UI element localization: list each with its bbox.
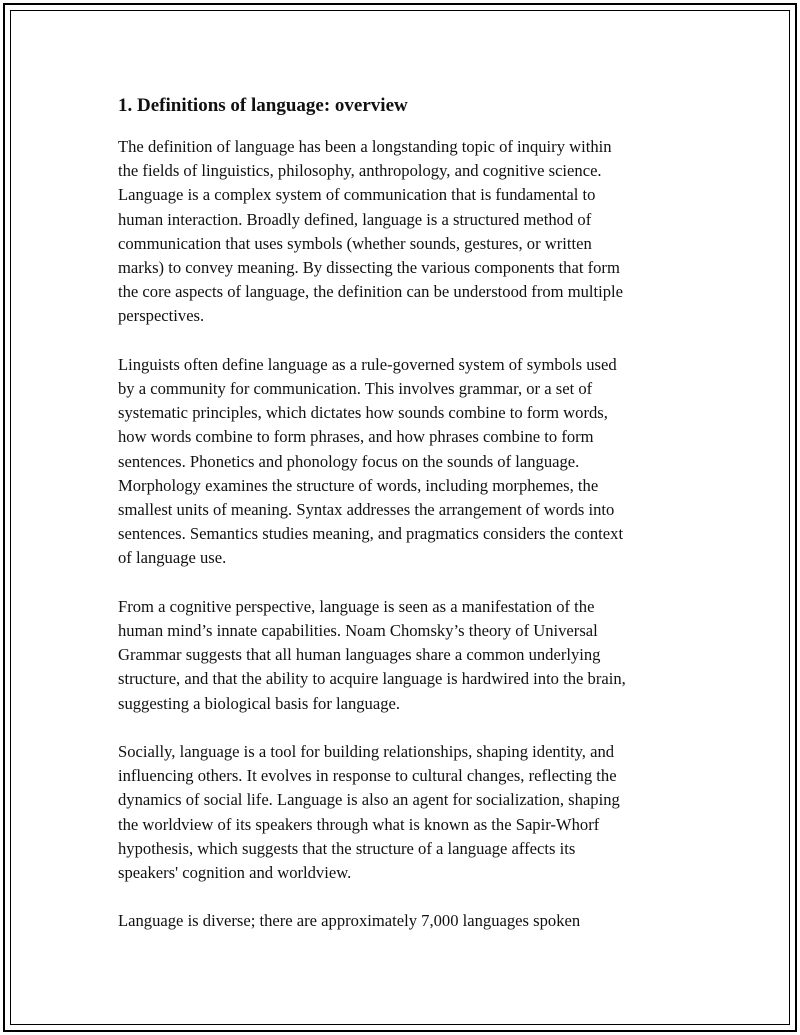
paragraph-linguistic-view: Linguists often define language as a rule-governed system of symbols used by a community for communication. This involves grammar, or a set of systematic principles, which dictates how sounds combine to form words, how words combine to form phrases, and how phrases combine to form sentences. Phonetics and phonology focus on the sounds of language. Morphology examines the structure of words, including morphemes, the smallest units of meaning. Syntax addresses the arrangement of words into sentences. Semantics studies meaning, and pragmatics considers the context of language use.	[118, 354, 624, 568]
paragraph-definition-overview: The definition of language has been a longstanding topic of inquiry within the fields of linguistics, philosophy, anthropology, and cognitive science. Language is a complex system of communication that is fundamental to human interaction. Broadly defined, language is a structured method of communication that uses symbols (whether sounds, gestures, or written marks) to convey meaning. By dissecting the various components that form the core aspects of language, the definition can be understood from multiple perspectives.	[118, 137, 624, 326]
section-heading: 1. Definitions of language: overview	[118, 95, 408, 116]
paragraph-social-view: Socially, language is a tool for building relationships, shaping identity, and influencing others. It evolves in response to cultural changes, reflecting the dynamics of social life. Language is also an agent for socialization, shaping the worldview of its speakers through what is known as the Sapir-Whorf hypothesis, which suggests that the structure of a language affects its speakers' cognition and worldview.	[118, 742, 620, 883]
paragraph-cognitive-view: From a cognitive perspective, language is seen as a manifestation of the human mind’s innate capabilities. Noam Chomsky’s theory of Universal Grammar suggests that all human languages share a common underlying structure, and that the ability to acquire language is hardwired into the brain, suggesting a biological basis for language.	[118, 596, 626, 713]
document-body	[118, 92, 688, 958]
paragraph-language-diversity: Language is diverse; there are approximately 7,000 languages spoken	[118, 911, 581, 931]
